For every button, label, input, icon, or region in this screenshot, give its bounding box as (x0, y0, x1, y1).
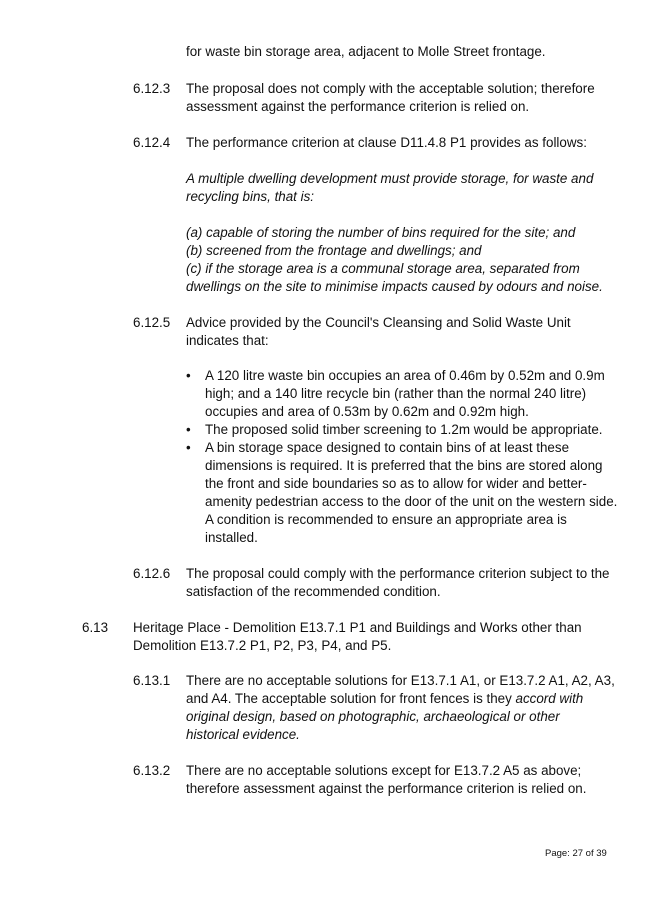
section-number: 6.12.6 (133, 566, 171, 581)
bullet-line: occupies and area of 0.53m by 0.62m and 0.92m high. (205, 404, 529, 419)
bullet-line: the front and side boundaries so as to allow for wider and better- (205, 476, 587, 491)
bullet-line: installed. (205, 530, 258, 545)
bullet-icon: • (186, 368, 191, 383)
bullet-line: high; and a 140 litre recycle bin (rather than the normal 240 litre) (205, 386, 587, 401)
paragraph-line: historical evidence. (186, 727, 300, 742)
paragraph-line (186, 690, 583, 708)
section-number: 6.13.1 (133, 673, 171, 688)
section-number: 6.13 (82, 620, 109, 635)
bullet-line: The proposed solid timber screening to 1.2m would be appropriate. (205, 422, 603, 437)
quote-line: recycling bins, that is: (186, 189, 315, 204)
paragraph-line: therefore assessment against the performance criterion is relied on. (186, 781, 587, 796)
bullet-line: A bin storage space designed to contain bins of at least these (205, 440, 570, 455)
paragraph-line: Advice provided by the Council's Cleansing and Solid Waste Unit (186, 315, 571, 330)
text-span: and A4. The acceptable solution for front fences is they (186, 691, 516, 706)
paragraph-line: There are no acceptable solutions except for E13.7.2 A5 as above; (186, 763, 582, 778)
bullet-icon: • (186, 422, 191, 437)
bullet-line: A 120 litre waste bin occupies an area of 0.46m by 0.52m and 0.9m (205, 368, 605, 383)
quote-line: A multiple dwelling development must provide storage, for waste and (186, 171, 594, 186)
quote-item: (b) screened from the frontage and dwellings; and (186, 243, 482, 258)
bullet-line: dimensions is required. It is preferred that the bins are stored along (205, 458, 603, 473)
bullet-line: A condition is recommended to ensure an appropriate area is (205, 512, 567, 527)
section-number: 6.12.4 (133, 135, 171, 150)
paragraph-line: for waste bin storage area, adjacent to Molle Street frontage. (186, 44, 546, 59)
quote-item: (c) if the storage area is a communal storage area, separated from (186, 261, 580, 276)
section-number: 6.12.3 (133, 81, 171, 96)
paragraph-line: The proposal does not comply with the acceptable solution; therefore (186, 81, 595, 96)
section-heading-line: Demolition E13.7.2 P1, P2, P3, P4, and P5. (133, 638, 392, 653)
page-number: Page: 27 of 39 (545, 848, 607, 859)
quote-item: dwellings on the site to minimise impacts caused by odours and noise. (186, 279, 603, 294)
bullet-line: amenity pedestrian access to the door of the unit on the western side. (205, 494, 618, 509)
paragraph-line: original design, based on photographic, archaeological or other (186, 709, 560, 724)
paragraph-line: There are no acceptable solutions for E13.7.1 A1, or E13.7.2 A1, A2, A3, (186, 673, 615, 688)
paragraph-line: The performance criterion at clause D11.4.8 P1 provides as follows: (186, 135, 587, 150)
bullet-icon: • (186, 440, 191, 455)
paragraph-line: indicates that: (186, 333, 269, 348)
quote-item: (a) capable of storing the number of bins required for the site; and (186, 225, 576, 240)
paragraph-line: The proposal could comply with the performance criterion subject to the (186, 566, 610, 581)
italic-span: accord with (515, 691, 584, 706)
section-number: 6.13.2 (133, 763, 171, 778)
section-heading-line: Heritage Place - Demolition E13.7.1 P1 and Buildings and Works other than (133, 620, 582, 635)
section-number: 6.12.5 (133, 315, 171, 330)
paragraph-line: satisfaction of the recommended condition. (186, 584, 441, 599)
paragraph-line: assessment against the performance criterion is relied on. (186, 99, 530, 114)
